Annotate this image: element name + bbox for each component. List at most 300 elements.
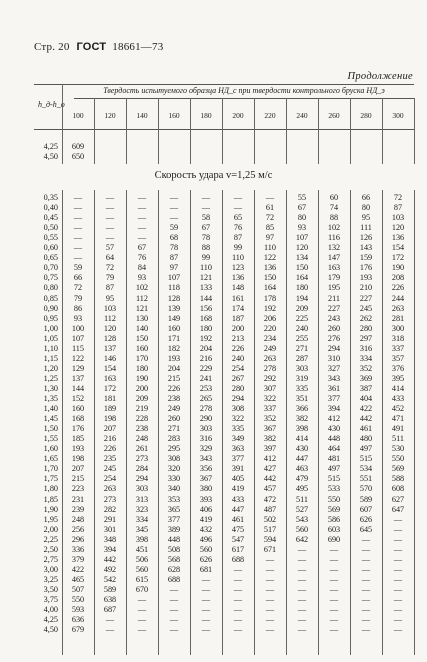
- table-cell: 190: [391, 263, 405, 273]
- table-cell: 316: [359, 343, 373, 353]
- row-label: 4,25: [43, 615, 58, 625]
- table-cell: 136: [231, 273, 245, 283]
- table-cell: 353: [167, 494, 181, 504]
- table-cell: —: [73, 213, 83, 223]
- table-cell: 163: [103, 373, 117, 383]
- table-cell: 496: [199, 534, 213, 544]
- table-cell: 337: [263, 404, 277, 414]
- table-cell: 389: [167, 524, 181, 534]
- table-cell: 160: [135, 343, 149, 353]
- table-cell: —: [73, 193, 83, 202]
- table-cell: 593: [71, 605, 85, 615]
- table-cell: 430: [327, 424, 341, 434]
- table-cell: —: [105, 193, 115, 202]
- table-cell: 679: [71, 625, 85, 635]
- table-cell: —: [329, 625, 339, 635]
- table-cell: 160: [167, 323, 181, 333]
- table-cell: —: [233, 564, 243, 574]
- column-header: 120: [104, 111, 116, 120]
- table-cell: —: [73, 243, 83, 253]
- table-cell: 688: [231, 554, 245, 564]
- column-rule: [222, 98, 223, 164]
- table-cell: 366: [295, 404, 309, 414]
- table-cell: 215: [71, 474, 85, 484]
- table-cell: 265: [199, 394, 213, 403]
- table-cell: 248: [71, 514, 85, 524]
- table-cell: —: [73, 223, 83, 233]
- table-cell: 58: [201, 213, 211, 223]
- table-cell: —: [393, 605, 403, 615]
- table-cell: 88: [201, 243, 211, 253]
- table-cell: 527: [295, 504, 309, 514]
- table-cell: 603: [327, 524, 341, 534]
- table-cell: 195: [327, 283, 341, 293]
- table-cell: —: [137, 615, 147, 625]
- table-cell: 334: [135, 514, 149, 524]
- table-cell: 100: [71, 323, 85, 333]
- row-label: 0,50: [43, 223, 58, 233]
- table-cell: —: [265, 193, 275, 202]
- row-label: 1,75: [43, 474, 58, 484]
- table-cell: 213: [231, 333, 245, 343]
- column-header: 100: [72, 111, 84, 120]
- table-cell: 294: [327, 343, 341, 353]
- row-label: 1,55: [43, 434, 58, 444]
- table-cell: 463: [295, 464, 309, 474]
- table-cell: 170: [135, 353, 149, 363]
- table-cell: 301: [103, 524, 117, 534]
- table-cell: 365: [167, 504, 181, 514]
- table-cell: 228: [135, 414, 149, 424]
- table-cell: 690: [327, 534, 341, 544]
- table-cell: 626: [359, 514, 373, 524]
- table-cell: 57: [105, 243, 115, 253]
- super-header-rule: [74, 98, 414, 99]
- table-cell: 340: [167, 484, 181, 494]
- table-cell: 569: [327, 504, 341, 514]
- table-cell: 303: [199, 424, 213, 434]
- table-cell: 609: [71, 142, 85, 151]
- table-cell: 192: [199, 333, 213, 343]
- table-cell: 154: [103, 363, 117, 373]
- table-cell: —: [233, 605, 243, 615]
- table-cell: 207: [103, 424, 117, 434]
- table-cell: 349: [231, 434, 245, 444]
- standard-number: 18661—73: [112, 41, 164, 53]
- table-cell: 254: [103, 474, 117, 484]
- table-cell: 397: [263, 444, 277, 454]
- table-cell: 178: [263, 293, 277, 303]
- table-cell: 380: [199, 484, 213, 494]
- row-label: 1,20: [43, 363, 58, 373]
- table-cell: 72: [265, 213, 275, 223]
- body-column-rule: [126, 190, 127, 655]
- standard-label: ГОСТ: [76, 41, 107, 53]
- table-cell: 432: [199, 524, 213, 534]
- table-cell: 451: [135, 544, 149, 554]
- table-cell: 560: [199, 544, 213, 554]
- table-cell: —: [393, 584, 403, 594]
- table-cell: 137: [71, 373, 85, 383]
- table-cell: —: [169, 595, 179, 604]
- table-cell: 594: [263, 534, 277, 544]
- table-cell: 107: [167, 273, 181, 283]
- table-cell: 245: [359, 303, 373, 313]
- row-label: 3,00: [43, 564, 58, 574]
- row-label: 0,75: [43, 273, 58, 283]
- row-label: 0,70: [43, 263, 58, 273]
- table-cell: —: [297, 544, 307, 554]
- table-cell: 316: [199, 434, 213, 444]
- table-cell: 76: [137, 253, 147, 263]
- table-cell: 229: [199, 363, 213, 373]
- body-column-rule: [318, 190, 319, 655]
- table-cell: 543: [295, 514, 309, 524]
- column-header: 160: [168, 111, 180, 120]
- table-cell: 452: [391, 404, 405, 414]
- table-cell: 86: [73, 303, 83, 313]
- table-cell: —: [329, 554, 339, 564]
- column-header: 140: [136, 111, 148, 120]
- table-cell: —: [73, 253, 83, 263]
- table-cell: —: [169, 625, 179, 635]
- table-cell: 296: [71, 534, 85, 544]
- table-cell: —: [169, 193, 179, 202]
- table-cell: 185: [71, 434, 85, 444]
- table-cell: 226: [103, 444, 117, 454]
- table-cell: 144: [199, 293, 213, 303]
- table-cell: 647: [391, 504, 405, 514]
- row-label: 0,55: [43, 233, 58, 243]
- table-cell: 318: [391, 333, 405, 343]
- table-cell: 103: [391, 213, 405, 223]
- table-cell: 209: [295, 303, 309, 313]
- table-cell: 208: [391, 273, 405, 283]
- table-cell: 280: [359, 323, 373, 333]
- table-cell: 442: [359, 414, 373, 424]
- table-cell: 156: [199, 303, 213, 313]
- table-cell: 507: [71, 584, 85, 594]
- table-cell: 87: [233, 233, 243, 243]
- table-cell: 377: [327, 394, 341, 403]
- table-cell: 168: [71, 414, 85, 424]
- table-cell: 204: [199, 343, 213, 353]
- table-cell: —: [329, 615, 339, 625]
- table-cell: 134: [295, 253, 309, 263]
- table-cell: 59: [169, 223, 179, 233]
- table-cell: 80: [297, 213, 307, 223]
- table-cell: 200: [231, 323, 245, 333]
- table-cell: 310: [327, 353, 341, 363]
- column-rule: [382, 98, 383, 164]
- table-cell: 427: [263, 464, 277, 474]
- table-cell: 139: [167, 303, 181, 313]
- table-cell: 176: [71, 424, 85, 434]
- table-cell: —: [137, 223, 147, 233]
- table-cell: —: [329, 574, 339, 584]
- table-cell: 225: [295, 313, 309, 323]
- table-cell: —: [169, 615, 179, 625]
- table-cell: 278: [263, 363, 277, 373]
- page-number: Стр. 20: [34, 41, 70, 53]
- table-cell: 551: [359, 474, 373, 484]
- table-cell: 198: [103, 414, 117, 424]
- table-cell: 376: [391, 363, 405, 373]
- table-cell: 211: [328, 293, 340, 303]
- table-cell: 194: [295, 293, 309, 303]
- table-cell: 670: [135, 584, 149, 594]
- table-cell: 335: [295, 383, 309, 393]
- body-column-rule: [350, 190, 351, 655]
- column-rule: [318, 98, 319, 164]
- table-cell: 361: [327, 383, 341, 393]
- table-cell: 430: [295, 444, 309, 454]
- table-cell: 261: [135, 444, 149, 454]
- table-cell: —: [361, 574, 371, 584]
- table-cell: 542: [103, 574, 117, 584]
- table-cell: —: [201, 574, 211, 584]
- table-cell: 216: [199, 353, 213, 363]
- table-cell: 517: [263, 524, 277, 534]
- table-cell: 240: [231, 353, 245, 363]
- table-cell: 137: [103, 343, 117, 353]
- table-cell: —: [233, 574, 243, 584]
- table-cell: 80: [361, 203, 371, 213]
- table-cell: —: [201, 595, 211, 604]
- table-cell: 379: [71, 554, 85, 564]
- table-cell: 206: [263, 313, 277, 323]
- table-cell: 313: [135, 494, 149, 504]
- table-cell: 550: [391, 454, 405, 464]
- table-cell: 645: [359, 524, 373, 534]
- table-cell: 343: [327, 373, 341, 383]
- table-cell: 480: [359, 434, 373, 444]
- speed-caption: Скорость удара v=1,25 м/с: [154, 170, 273, 181]
- table-cell: 133: [199, 283, 213, 293]
- table-cell: 79: [73, 293, 83, 303]
- column-header: 180: [200, 111, 212, 120]
- table-cell: 93: [297, 223, 307, 233]
- table-cell: 297: [359, 333, 373, 343]
- table-cell: 636: [71, 615, 85, 625]
- table-cell: 87: [393, 203, 403, 213]
- table-cell: 256: [71, 524, 85, 534]
- table-cell: 215: [167, 373, 181, 383]
- column-rule: [62, 84, 63, 164]
- table-cell: 479: [295, 474, 309, 484]
- table-cell: 243: [327, 313, 341, 323]
- table-cell: 152: [71, 394, 85, 403]
- table-cell: 181: [103, 394, 117, 403]
- table-cell: 273: [135, 454, 149, 464]
- table-cell: 367: [263, 424, 277, 434]
- table-cell: 687: [103, 605, 117, 615]
- table-cell: 150: [295, 263, 309, 273]
- table-cell: 506: [135, 554, 149, 564]
- table-cell: 67: [137, 243, 147, 253]
- table-cell: 447: [231, 504, 245, 514]
- table-cell: —: [265, 584, 275, 594]
- table-cell: 128: [103, 333, 117, 343]
- table-cell: 282: [103, 504, 117, 514]
- table-cell: 414: [295, 434, 309, 444]
- table-cell: 239: [71, 504, 85, 514]
- table-cell: 308: [167, 454, 181, 464]
- table-cell: 107: [71, 333, 85, 343]
- table-cell: 79: [105, 273, 115, 283]
- table-cell: 487: [263, 504, 277, 514]
- table-cell: 481: [327, 454, 341, 464]
- table-cell: 419: [199, 514, 213, 524]
- table-cell: 495: [295, 484, 309, 494]
- table-cell: —: [105, 615, 115, 625]
- table-cell: 627: [391, 494, 405, 504]
- table-cell: 126: [359, 233, 373, 243]
- column-rule: [254, 98, 255, 164]
- table-cell: 226: [391, 283, 405, 293]
- table-cell: 118: [168, 283, 180, 293]
- table-cell: —: [233, 193, 243, 202]
- table-cell: 207: [71, 464, 85, 474]
- table-cell: 67: [297, 203, 307, 213]
- table-cell: 615: [135, 574, 149, 584]
- row-label: 2,00: [43, 524, 58, 534]
- table-cell: 320: [167, 464, 181, 474]
- table-cell: 335: [231, 424, 245, 434]
- table-cell: 356: [199, 464, 213, 474]
- table-cell: 234: [263, 333, 277, 343]
- table-cell: 59: [73, 263, 83, 273]
- table-cell: —: [297, 615, 307, 625]
- table-cell: 123: [231, 263, 245, 273]
- table-cell: —: [361, 554, 371, 564]
- table-cell: —: [361, 625, 371, 635]
- table-cell: 111: [360, 223, 372, 233]
- table-cell: 491: [391, 424, 405, 434]
- table-cell: —: [105, 233, 115, 243]
- table-cell: 291: [103, 514, 117, 524]
- table-cell: 61: [265, 203, 275, 213]
- table-cell: 112: [104, 313, 116, 323]
- table-cell: 164: [263, 283, 277, 293]
- table-cell: 226: [231, 343, 245, 353]
- column-header: 240: [296, 111, 308, 120]
- table-cell: 120: [295, 243, 309, 253]
- table-cell: 102: [135, 283, 149, 293]
- table-cell: 176: [359, 263, 373, 273]
- column-rule: [190, 98, 191, 164]
- table-cell: 617: [231, 544, 245, 554]
- table-cell: 253: [199, 383, 213, 393]
- table-cell: —: [169, 584, 179, 594]
- table-cell: 227: [327, 303, 341, 313]
- table-cell: 475: [231, 524, 245, 534]
- table-cell: 97: [265, 233, 275, 243]
- table-cell: 688: [167, 574, 181, 584]
- row-label: 1,35: [43, 394, 58, 403]
- table-cell: 394: [327, 404, 341, 414]
- table-cell: —: [265, 605, 275, 615]
- table-cell: 608: [391, 484, 405, 494]
- table-cell: 263: [103, 484, 117, 494]
- row-label: 1,85: [43, 494, 58, 504]
- table-cell: 260: [167, 414, 181, 424]
- table-cell: —: [265, 625, 275, 635]
- column-rule: [126, 98, 127, 164]
- table-cell: —: [73, 203, 83, 213]
- table-cell: 85: [265, 223, 275, 233]
- table-cell: 267: [231, 373, 245, 383]
- table-cell: 334: [359, 353, 373, 363]
- table-cell: 343: [199, 454, 213, 464]
- table-cell: 244: [391, 293, 405, 303]
- table-cell: 300: [391, 323, 405, 333]
- table-cell: 112: [136, 293, 148, 303]
- table-cell: 395: [391, 373, 405, 383]
- table-cell: 550: [71, 595, 85, 604]
- table-cell: 262: [359, 313, 373, 323]
- row-label: 1,10: [43, 343, 58, 353]
- table-cell: —: [361, 605, 371, 615]
- table-cell: 193: [167, 353, 181, 363]
- table-cell: 174: [231, 303, 245, 313]
- table-cell: —: [201, 203, 211, 213]
- table-cell: 72: [393, 193, 403, 202]
- table-cell: 190: [135, 373, 149, 383]
- table-cell: 68: [169, 233, 179, 243]
- table-header-rule: [34, 129, 414, 130]
- table-cell: —: [265, 554, 275, 564]
- table-cell: —: [137, 595, 147, 604]
- table-cell: 255: [295, 333, 309, 343]
- table-cell: 193: [359, 273, 373, 283]
- table-cell: 465: [71, 574, 85, 584]
- table-cell: —: [137, 605, 147, 615]
- body-column-rule: [94, 190, 95, 655]
- table-cell: —: [233, 584, 243, 594]
- table-cell: 681: [199, 564, 213, 574]
- table-cell: —: [297, 595, 307, 604]
- table-cell: —: [297, 625, 307, 635]
- table-cell: 182: [167, 343, 181, 353]
- table-cell: —: [393, 574, 403, 584]
- row-label: 1,50: [43, 424, 58, 434]
- table-cell: 154: [391, 243, 405, 253]
- table-cell: 412: [327, 414, 341, 424]
- table-cell: —: [329, 584, 339, 594]
- row-label: 0,65: [43, 253, 58, 263]
- table-cell: —: [361, 615, 371, 625]
- row-label: 0,80: [43, 283, 58, 293]
- table-cell: 357: [391, 353, 405, 363]
- table-cell: 273: [103, 494, 117, 504]
- row-label: 1,30: [43, 383, 58, 393]
- table-cell: 99: [201, 253, 211, 263]
- table-cell: 172: [391, 253, 405, 263]
- table-cell: 93: [137, 273, 147, 283]
- row-header: h_д-h_о: [38, 100, 65, 109]
- table-cell: 231: [71, 494, 85, 504]
- table-cell: 263: [263, 353, 277, 363]
- table-cell: 497: [359, 444, 373, 454]
- table-cell: 263: [391, 303, 405, 313]
- table-cell: 284: [135, 464, 149, 474]
- row-label: 2,50: [43, 544, 58, 554]
- table-cell: —: [169, 203, 179, 213]
- table-cell: —: [393, 514, 403, 524]
- table-cell: 278: [199, 404, 213, 414]
- table-cell: 287: [295, 353, 309, 363]
